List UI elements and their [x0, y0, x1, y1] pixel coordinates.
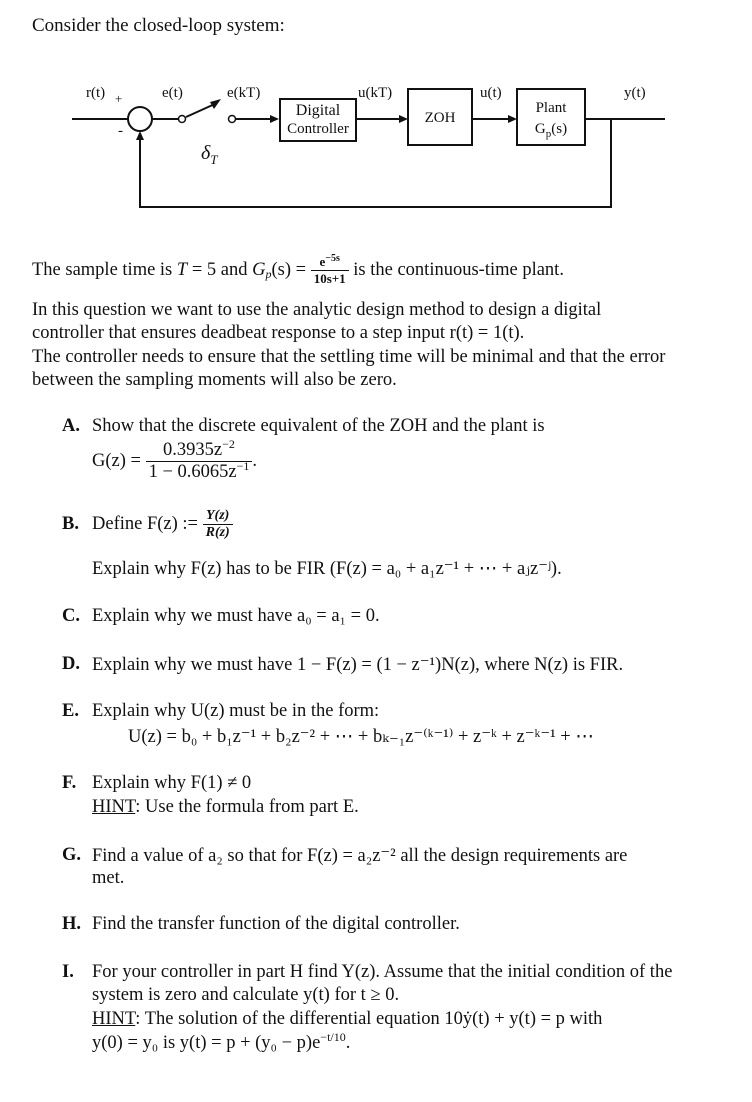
plus-sign: + [115, 91, 123, 106]
item-c-text: Explain why we must have a₀ = a₁ = 0. [92, 606, 380, 626]
item-e-formula: U(z) = b₀ + b₁z⁻¹ + b₂z⁻² + ⋯ + bₖ₋₁z⁻⁽ᵏ⁻¹⁾ + z⁻ᵏ + z⁻ᵏ⁻¹ + ⋯ [128, 727, 594, 747]
intro-paragraph-line: In this question we want to use the analytic design method to design a digital [32, 300, 602, 320]
e-label: e(t) [162, 85, 183, 101]
plant-line1: Plant [535, 100, 567, 116]
item-d-text: Explain why we must have 1 − F(z) = (1 − z⁻¹)N(z), where N(z) is FIR. [92, 655, 624, 675]
switch-arrowhead [210, 99, 221, 109]
ut-label: u(t) [480, 85, 502, 101]
item-c-label: C. [62, 606, 80, 626]
intro-paragraph-line: controller that ensures deadbeat response to a step input r(t) = 1(t). [32, 323, 525, 343]
sample-time-line: The sample time is T = 5 and $G_p(s)$ = $\frac{e^{-5s}}{10s+1}$ is the continuous-time plant. [32, 253, 564, 286]
item-a-formula: G(z) = $\frac{0.3935z^{-2}}{1 - 0.6065z^{-1}}$ . [92, 437, 258, 482]
arrowhead [270, 115, 279, 123]
r-label: r(t) [86, 85, 106, 101]
plant-fraction: $\frac{e^{-5s}}{10s+1}$ [311, 254, 349, 287]
item-g-line1: Find a value of a₂ so that for F(z) = a₂z⁻² all the design requirements are [92, 846, 628, 866]
item-i-hint: HINT: The solution of the differential equation 10ẏ(t) + y(t) = p with [92, 1009, 603, 1029]
item-f-label: F. [62, 773, 77, 793]
intro-paragraph-line: between the sampling moments will also be zero. [32, 370, 397, 390]
intro-paragraph-line: The controller needs to ensure that the settling time will be minimal and that the error [32, 347, 666, 367]
item-f-text: Explain why F(1) ≠ 0 [92, 773, 252, 793]
intro-text: Consider the closed-loop system: [32, 15, 285, 36]
item-e-label: E. [62, 701, 79, 721]
item-d-label: D. [62, 654, 80, 674]
item-h-label: H. [62, 914, 82, 934]
ukt-label: u(kT) [358, 85, 393, 101]
item-a-text: Show that the discrete equivalent of the ZOH and the plant is [92, 416, 545, 436]
switch-left-contact [179, 116, 186, 123]
controller-line2: Controller [287, 121, 349, 137]
minus-sign: - [118, 123, 123, 139]
arrowhead [136, 131, 144, 140]
item-f-hint: HINT: Use the formula from part E. [92, 797, 359, 817]
item-i-line1: For your controller in part H find Y(z). Assume that the initial condition of the [92, 962, 673, 982]
item-b-line1: B. Define F(z) := $\frac{Y(z)}{R(z)}$ [62, 508, 233, 541]
zoh-label: ZOH [424, 110, 456, 126]
ekt-label: e(kT) [227, 85, 261, 101]
item-i-label: I. [62, 962, 74, 982]
item-e-text: Explain why U(z) must be in the form: [92, 701, 380, 721]
arrowhead [399, 115, 408, 123]
controller-line1: Digital [295, 102, 341, 119]
item-i-line2: system is zero and calculate y(t) for t ≥ 0. [92, 985, 400, 1005]
y-label: y(t) [624, 85, 646, 101]
plant-line2: $G_p(s)$ [534, 121, 568, 140]
item-b-line2: Explain why F(z) has to be FIR (F(z) = a₀ + a₁z⁻¹ + ⋯ + aⱼz⁻ʲ). [92, 559, 562, 579]
arrowhead [508, 115, 517, 123]
delta-label: $\delta_T$ [201, 142, 218, 167]
item-i-line4: y(0) = y₀ is $y(t) = p + (y_0 - p)e^{-t/10}$. [92, 1030, 351, 1053]
item-h-text: Find the transfer function of the digital controller. [92, 914, 460, 934]
item-a-label: A. [62, 416, 80, 436]
summing-junction [128, 107, 152, 131]
switch-right-contact [229, 116, 236, 123]
item-g-label: G. [62, 845, 82, 865]
item-g-line2: met. [92, 868, 125, 888]
